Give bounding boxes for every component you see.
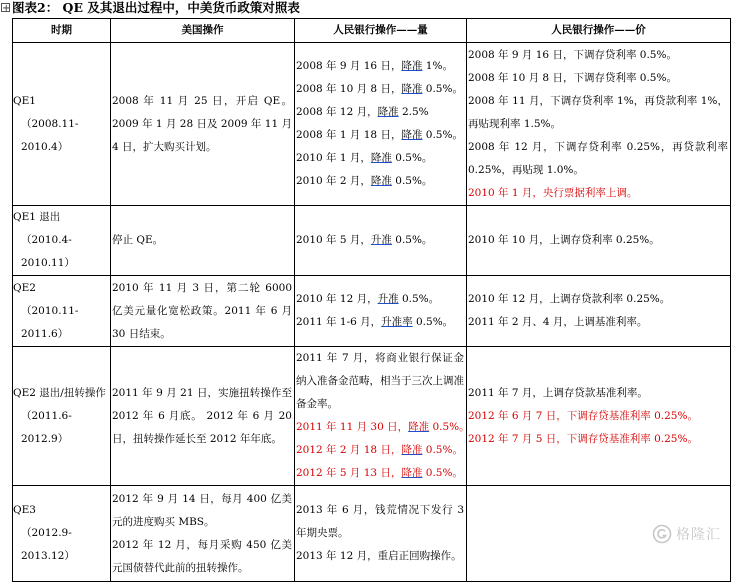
us-cell: 停止 QE。: [111, 206, 295, 276]
watermark: [652, 523, 721, 545]
price-item: 2011 年 2 月、4 月，上调基准利率。: [468, 316, 648, 328]
price-cell: [467, 43, 731, 206]
price-item: 2010 年 10 月，上调存贷利率 0.25%。: [468, 234, 660, 246]
price-cell: [467, 276, 731, 347]
price-item: 2008 年 11 月，下调存贷利率 1%，再贷款利率 1%，再贴现利率 1.5%。: [468, 94, 728, 130]
table-header-row: [13, 19, 731, 43]
qty-item: 2010 年 1 月，降准 0.5%。: [296, 152, 433, 164]
price-item: 2008 年 10 月 8 日，下调存贷利率 0.5%。: [468, 71, 677, 84]
price-item: 2012 年 6 月 7 日，下调存贷基准利率 0.25%。: [468, 409, 698, 422]
qty-cell: [295, 43, 467, 206]
table-anchor-icon[interactable]: +: [2, 3, 11, 14]
table-caption: [12, 0, 300, 16]
table-row-qe1: [13, 43, 731, 206]
qty-cell: [295, 276, 467, 347]
us-cell: 2012 年 9 月 14 日，每月 400 亿美元的进度购买 MBS。 2012 年 12 月，每月采购 450 亿美元国债替代此前的扭转操作。: [111, 486, 295, 582]
table-row-qe3: [13, 486, 731, 582]
qty-item: 2008 年 12 月，降准 2.5%: [296, 106, 429, 118]
qty-item: 2008 年 9 月 16 日，降准 1%。: [296, 60, 453, 72]
table-caption-text: 图表2： QE 及其退出过程中，中美货币政策对照表: [12, 0, 300, 15]
price-item: 2008 年 12 月，下调存贷利率 0.25%，再贷款利率 0.25%，再贴现 1.0%。: [468, 140, 728, 176]
period-cell: QE1 （2008.11-2010.4）: [13, 43, 111, 206]
us-cell: 2010 年 11 月 3 日，第二轮 6000 亿美元量化宽松政策。2011 年 6 月 30 日结束。: [111, 276, 295, 347]
us-cell: 2008 年 11 月 25 日，开启 QE。2009 年 1 月 28 日及 2009 年 11 月 4 日，扩大购买计划。: [111, 43, 295, 206]
watermark-text: 格隆汇: [676, 527, 721, 543]
price-item: 2010 年 1 月，央行票据利率上调。: [468, 186, 638, 199]
qty-item: 2012 年 2 月 18 日，降准 0.5%。: [296, 444, 463, 456]
watermark-logo-icon: [652, 524, 672, 544]
price-item: 2011 年 7 月，上调存贷款基准利率。: [468, 386, 648, 399]
us-cell: 2011 年 9 月 21 日，实施扭转操作至 2012 年 6 月底。 2012 年 6 月 20 日，扭转操作延长至 2012 年年底。: [111, 347, 295, 486]
price-item: 2012 年 7 月 5 日，下调存贷基准利率 0.25%。: [468, 432, 698, 445]
period-cell: QE1 退出 （2010.4-2010.11）: [13, 206, 111, 276]
header-pboc-price: 人民银行操作——价: [467, 19, 731, 43]
qty-item: 2010 年 5 月，升准 0.5%。: [296, 234, 433, 246]
qty-item: 2010 年 2 月，降准 0.5%。: [296, 175, 433, 187]
header-period: 时期: [13, 19, 111, 43]
price-item: 2008 年 9 月 16 日，下调存贷利率 0.5%。: [468, 48, 677, 61]
qty-item: 2008 年 1 月 18 日，降准 0.5%。: [296, 129, 463, 141]
policy-comparison-table: [12, 18, 731, 582]
qty-cell: [295, 206, 467, 276]
qty-intro: 2011 年 7 月，将商业银行保证金纳入准备金范畴，相当于三次上调准备金率。: [296, 352, 464, 410]
table-row-qe2-exit: [13, 347, 731, 486]
price-cell: [467, 206, 731, 276]
qty-cell: 2013 年 6 月，钱荒情况下发行 3 年期央票。 2013 年 12 月，重启正回购操作。: [295, 486, 467, 582]
qty-item: 2011 年 1-6 月，升准率 0.5%。: [296, 316, 454, 328]
period-cell: QE2 （2010.11-2011.6）: [13, 276, 111, 347]
qty-item: 2010 年 12 月，升准 0.5%。: [296, 293, 440, 305]
price-cell: [467, 347, 731, 486]
qty-cell: [295, 347, 470, 486]
header-pboc-quantity: 人民银行操作——量: [295, 19, 467, 43]
period-cell: QE2 退出/扭转操作 （2011.6-2012.9）: [13, 347, 111, 486]
header-us-operations: 美国操作: [111, 19, 295, 43]
period-cell: QE3 （2012.9-2013.12）: [13, 486, 111, 582]
price-item: 2010 年 12 月，上调存贷款利率 0.25%。: [468, 293, 671, 305]
table-row-qe1-exit: [13, 206, 731, 276]
qty-item: 2011 年 11 月 30 日，降准 0.5%。: [296, 421, 470, 433]
qty-item: 2012 年 5 月 13 日，降准 0.5%。: [296, 467, 463, 479]
qty-item: 2008 年 10 月 8 日，降准 0.5%。: [296, 83, 463, 95]
table-row-qe2: [13, 276, 731, 347]
